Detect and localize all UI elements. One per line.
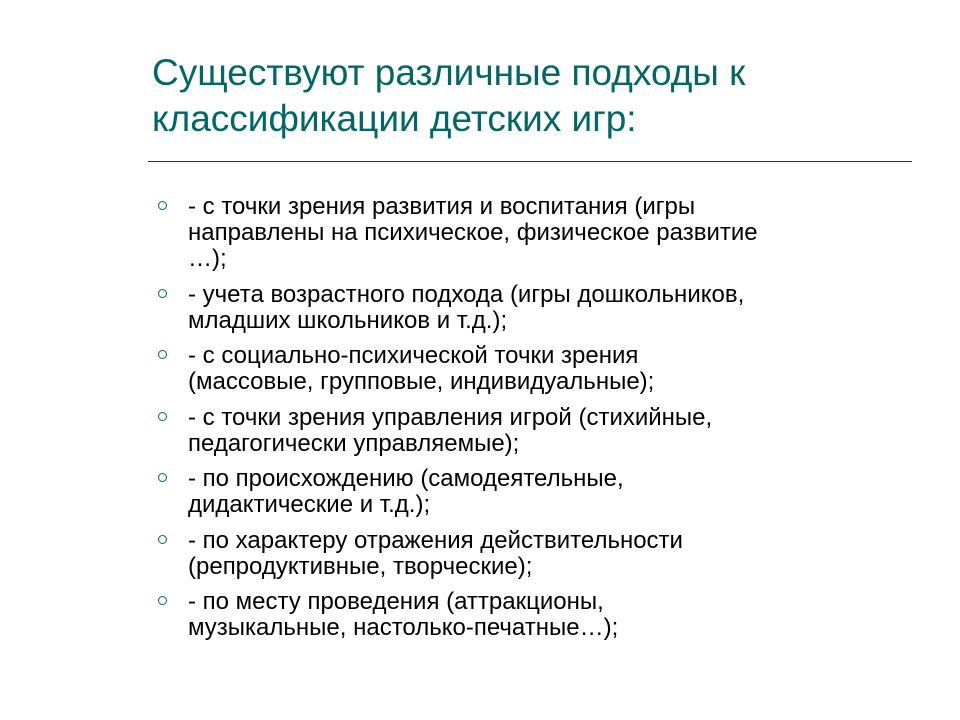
circle-bullet-icon — [158, 535, 167, 544]
bullet-text-line: - по месту проведения (аттракционы, — [188, 588, 604, 615]
circle-bullet-icon — [158, 289, 167, 298]
bullet-item-social — [150, 343, 910, 395]
bullet-item-place — [150, 589, 910, 641]
circle-bullet-icon — [158, 473, 167, 482]
bullet-item-management — [150, 405, 910, 457]
bullet-text-line: - по происхождению (самодеятельные, — [188, 465, 624, 492]
bullet-item-development — [150, 194, 910, 272]
bullet-text-line: (массовые, групповые, индивидуальные); — [188, 368, 655, 395]
bullet-text-line: музыкальные, настолько-печатные…); — [188, 614, 619, 641]
circle-bullet-icon — [158, 596, 167, 605]
bullet-item-reality — [150, 528, 910, 580]
bullet-text-line: - с точки зрения развития и воспитания (игры — [188, 193, 696, 220]
bullet-text-line: - учета возрастного подхода (игры дошкольников, — [188, 280, 745, 308]
bullet-text-line: - с социально-психической точки зрения — [188, 342, 639, 369]
circle-bullet-icon — [158, 412, 167, 421]
bullet-text-line: направлены на психическое, физическое развитие — [188, 219, 758, 246]
bullet-item-age — [150, 282, 910, 334]
bullet-item-origin — [150, 466, 910, 518]
bullet-text-line: - с точки зрения управления игрой (стихийные, — [188, 403, 713, 431]
slide-title — [152, 50, 912, 142]
bullet-text-line: - по характеру отражения действительности — [188, 526, 683, 554]
bullet-list — [150, 194, 910, 651]
bullet-text-line: дидактические и т.д.); — [188, 491, 431, 518]
title-divider — [148, 161, 912, 162]
circle-bullet-icon — [158, 350, 167, 359]
slide-title-line-2: классификации детских игр: — [152, 98, 637, 139]
bullet-text-line: педагогически управляемые); — [188, 429, 520, 457]
circle-bullet-icon — [158, 201, 167, 210]
bullet-text-line: (репродуктивные, творческие); — [188, 552, 533, 580]
bullet-text-line: младших школьников и т.д.); — [188, 306, 508, 334]
slide-title-line-1: Существуют различные подходы к — [152, 52, 746, 93]
bullet-text-line: …); — [188, 245, 227, 272]
